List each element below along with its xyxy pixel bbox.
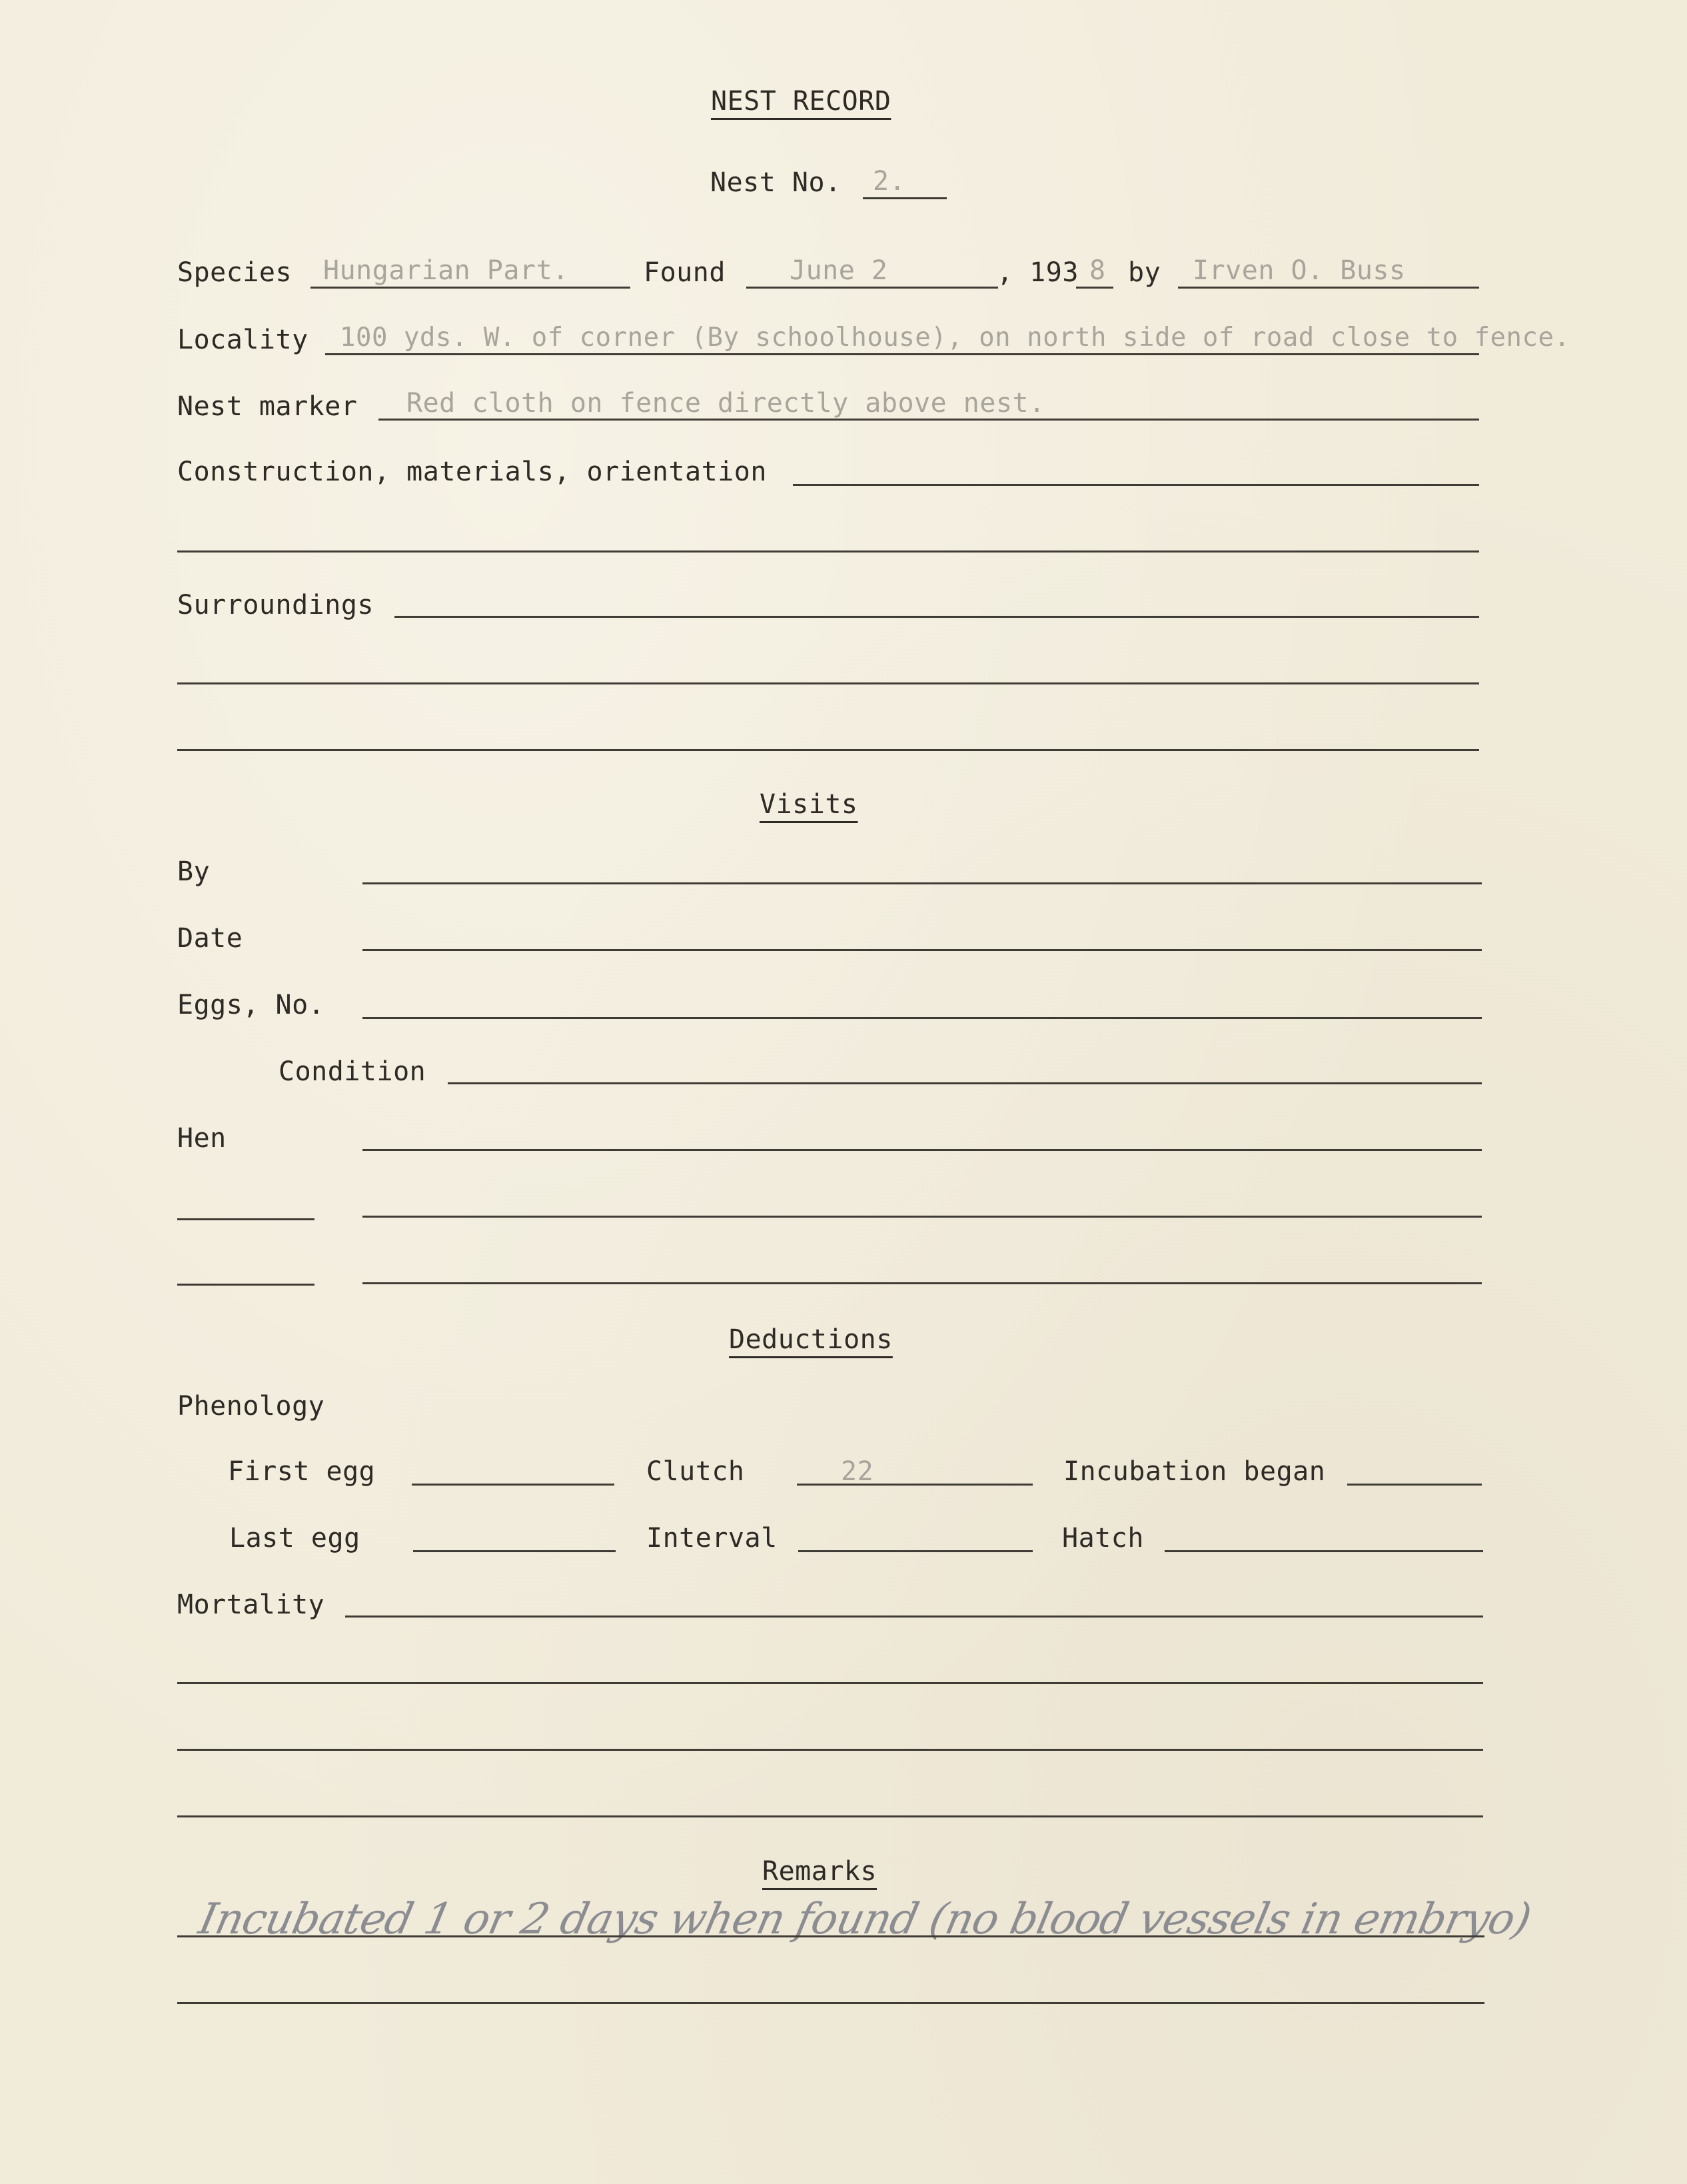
nest-no-label: Nest No. [710,167,842,198]
construction-label: Construction, materials, orientation [177,457,767,487]
visits-extra-label-line-2 [177,1284,314,1286]
surroundings-line-2 [177,682,1479,684]
visits-eggs-label: Eggs, No. [177,990,325,1020]
found-label: Found [644,257,726,288]
visits-hen-line [362,1149,1482,1151]
visits-eggs-line [362,1017,1482,1019]
visits-heading: Visits [760,789,858,820]
mortality-line-2 [177,1682,1483,1684]
phenology-label: Phenology [177,1391,325,1422]
visits-condition-line [448,1082,1482,1084]
interval-line [798,1550,1033,1552]
form-title: NEST RECORD [711,86,891,117]
mortality-line-4 [177,1815,1483,1817]
remarks-handwritten: Incubated 1 or 2 days when found (no blood vessels in embryo) [195,1895,1535,1944]
last-egg-line [413,1550,616,1552]
incubation-began-line [1347,1484,1482,1486]
locality-value: 100 yds. W. of corner (By schoolhouse), on north side of road close to fence. [340,323,1570,353]
remarks-line-2 [177,2002,1484,2004]
remarks-line-1 [177,1935,1484,1937]
species-line [310,287,630,289]
remarks-heading: Remarks [762,1856,877,1887]
hatch-label: Hatch [1062,1523,1144,1554]
nest-no-value: 2. [873,166,906,197]
species-value: Hungarian Part. [323,255,569,286]
species-label: Species [177,257,292,288]
locality-line [325,353,1479,355]
incubation-began-label: Incubation began [1063,1456,1326,1487]
mortality-label: Mortality [177,1590,325,1620]
nest-marker-label: Nest marker [177,391,358,422]
first-egg-line [412,1484,614,1486]
locality-label: Locality [177,325,308,355]
mortality-line-1 [345,1616,1483,1618]
visits-condition-label: Condition [279,1056,426,1087]
visits-hen-label: Hen [177,1123,227,1154]
surroundings-label: Surroundings [177,590,374,620]
nest-marker-value: Red cloth on fence directly above nest. [406,388,1045,419]
hatch-line [1165,1550,1483,1552]
visits-date-label: Date [177,923,243,954]
by-label: by [1128,257,1161,288]
construction-line-2 [177,550,1479,552]
by-line [1178,287,1479,289]
surroundings-line-3 [177,749,1479,751]
by-value: Irven O. Buss [1193,255,1406,286]
year-suffix: 8 [1089,255,1106,286]
deductions-heading: Deductions [729,1324,893,1355]
visits-extra-line-2 [362,1282,1482,1284]
nest-marker-line [378,419,1479,421]
visits-date-line [362,949,1482,951]
clutch-value: 22 [841,1456,874,1487]
clutch-label: Clutch [646,1456,745,1487]
last-egg-label: Last egg [229,1523,360,1554]
visits-by-label: By [177,856,211,887]
mortality-line-3 [177,1749,1483,1751]
found-line [746,287,998,289]
interval-label: Interval [646,1523,778,1554]
year-prefix: , 193 [997,257,1079,288]
found-value: June 2 [790,255,888,286]
visits-by-line [362,882,1482,884]
construction-line-1 [793,484,1479,486]
nest-no-line [863,197,947,199]
year-line [1076,287,1113,289]
clutch-line [797,1484,1033,1486]
surroundings-line-1 [394,616,1479,618]
visits-extra-label-line-1 [177,1218,314,1220]
first-egg-label: First egg [228,1456,376,1487]
visits-extra-line-1 [362,1216,1482,1218]
